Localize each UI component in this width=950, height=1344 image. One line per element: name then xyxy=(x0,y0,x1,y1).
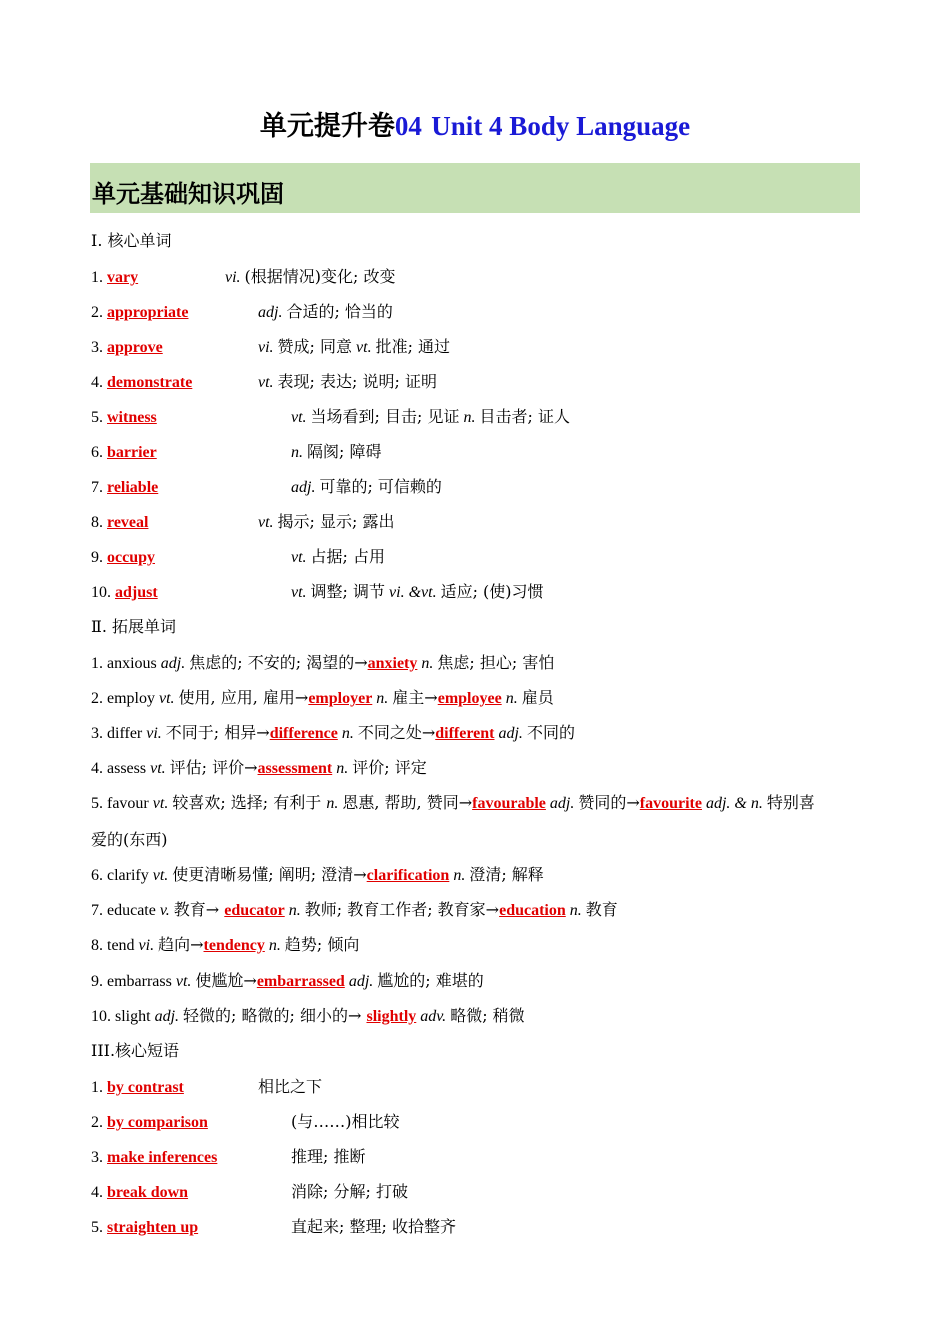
answer-word: vary xyxy=(107,269,139,286)
definition-text: 目击者; 证人 xyxy=(479,407,570,426)
answer-word: favourable xyxy=(472,795,546,812)
core-phrase-item xyxy=(91,1077,184,1098)
part-of-speech: adj. xyxy=(545,795,579,812)
answer-word: employer xyxy=(308,690,373,707)
definition-text: 不同于; 相异→ xyxy=(165,723,270,742)
part-of-speech: vi. xyxy=(258,339,278,356)
base-word: 8. tend xyxy=(91,937,139,954)
part-of-speech: n. xyxy=(417,655,438,672)
answer-phrase: by contrast xyxy=(107,1079,184,1096)
item-number: 7. xyxy=(91,479,107,496)
definition-text: 趋势; 倾向 xyxy=(284,935,360,954)
answer-word: demonstrate xyxy=(107,374,193,391)
word-definition xyxy=(258,512,395,533)
definition-text: 教师; 教育工作者; 教育家→ xyxy=(304,900,500,919)
base-word: 5. favour xyxy=(91,795,153,812)
core-phrase-item xyxy=(91,1217,198,1238)
part-of-speech: n. xyxy=(337,725,358,742)
part-of-speech: vt. xyxy=(150,760,170,777)
definition-text: 趋向→ xyxy=(158,935,204,954)
part-of-speech: adv. xyxy=(416,1008,451,1025)
extended-word-item xyxy=(91,1006,525,1027)
answer-word: favourite xyxy=(639,795,702,812)
answer-phrase: by comparison xyxy=(107,1114,208,1131)
part-of-speech: vi. xyxy=(225,269,245,286)
part-of-speech: adj. xyxy=(291,479,320,496)
answer-word: occupy xyxy=(107,549,155,566)
core-phrase-item xyxy=(91,1182,188,1203)
answer-word: clarification xyxy=(366,867,450,884)
item-number: 2. xyxy=(91,1114,107,1131)
definition-text: 焦虑; 担心; 害怕 xyxy=(437,653,555,672)
item-number: 4. xyxy=(91,1184,107,1201)
definition-text: 合适的; 恰当的 xyxy=(286,302,393,321)
definition-text: 适应; (使)习惯 xyxy=(440,582,544,601)
part-of-speech: adj. & n. xyxy=(701,795,767,812)
title-en: Unit 4 Body Language xyxy=(431,111,691,141)
answer-word: appropriate xyxy=(107,304,189,321)
item-number: 2. xyxy=(91,304,107,321)
item-number: 6. xyxy=(91,444,107,461)
definition-text: 使尴尬→ xyxy=(195,971,257,990)
part-of-speech: vt. xyxy=(291,549,311,566)
item-number: 8. xyxy=(91,514,107,531)
definition-text: 尴尬的; 难堪的 xyxy=(377,971,484,990)
word-definition xyxy=(291,477,442,498)
answer-word: reveal xyxy=(107,514,149,531)
banner-label: 单元基础知识巩固 xyxy=(92,179,284,208)
part-of-speech: n. xyxy=(372,690,393,707)
definition-text: 澄清; 解释 xyxy=(469,865,544,884)
word-definition xyxy=(291,442,381,463)
answer-word: embarrassed xyxy=(256,973,345,990)
extended-word-item xyxy=(91,688,554,709)
phrase-definition: (与……)相比较 xyxy=(291,1112,400,1131)
definition-text: 雇主→ xyxy=(392,688,438,707)
base-word: 7. educate xyxy=(91,902,160,919)
answer-word: tendency xyxy=(203,937,265,954)
answer-word: education xyxy=(499,902,566,919)
definition-text: 评价; 评定 xyxy=(352,758,427,777)
part-of-speech: v. xyxy=(159,902,174,919)
word-definition xyxy=(291,582,544,603)
definition-text: 教育 xyxy=(585,900,618,919)
phrase-definition: 推理; 推断 xyxy=(291,1147,366,1166)
part-of-speech: vt. xyxy=(291,584,311,601)
definition-text: 较喜欢; 选择; 有利于 xyxy=(172,793,327,812)
answer-phrase: straighten up xyxy=(107,1219,199,1236)
phrase-definition: 消除; 分解; 打破 xyxy=(291,1182,408,1201)
definition-text: 轻微的; 略微的; 细小的→ xyxy=(183,1006,367,1025)
extended-word-item xyxy=(91,653,554,674)
answer-word: barrier xyxy=(107,444,157,461)
definition-text: 调整; 调节 xyxy=(310,582,386,601)
core-word-item xyxy=(91,267,138,288)
word-definition xyxy=(258,337,450,358)
answer-word: difference xyxy=(269,725,338,742)
item-number: 9. xyxy=(91,549,107,566)
section1-heading: I. 核心单词 xyxy=(91,231,172,250)
core-word-item xyxy=(91,582,158,603)
base-word: 1. anxious xyxy=(91,655,161,672)
extended-word-item xyxy=(91,793,815,814)
answer-word: approve xyxy=(107,339,163,356)
part-of-speech: vt. xyxy=(152,867,173,884)
extended-word-item xyxy=(91,723,575,744)
phrase-definition: 直起来; 整理; 收拾整齐 xyxy=(291,1217,456,1236)
part-of-speech: adj. xyxy=(494,725,527,742)
definition-text: 赞成; 同意 xyxy=(277,337,353,356)
core-phrase-item xyxy=(91,1112,208,1133)
part-of-speech: adj. xyxy=(154,1008,184,1025)
item-number: 4. xyxy=(91,374,107,391)
answer-word: reliable xyxy=(107,479,159,496)
part-of-speech: vt. xyxy=(352,339,376,356)
part-of-speech: vt. xyxy=(291,409,311,426)
item-number: 3. xyxy=(91,339,107,356)
title-cn: 单元提升卷 xyxy=(259,111,395,142)
core-word-item xyxy=(91,442,157,463)
part-of-speech: vt. xyxy=(175,973,196,990)
item-number: 10. xyxy=(91,584,115,601)
base-word: 2. employ xyxy=(91,690,159,707)
section-banner xyxy=(90,163,860,213)
word-definition xyxy=(258,372,437,393)
core-word-item xyxy=(91,302,188,323)
extended-word-item xyxy=(91,971,484,992)
answer-phrase: make inferences xyxy=(107,1149,218,1166)
definition-text: 评估; 评价→ xyxy=(169,758,258,777)
definition-text: 不同之处→ xyxy=(357,723,436,742)
base-word: 10. slight xyxy=(91,1008,155,1025)
word-definition xyxy=(291,547,385,568)
answer-word: adjust xyxy=(115,584,158,601)
item-number: 5. xyxy=(91,409,107,426)
base-word: 3. differ xyxy=(91,725,147,742)
core-word-item xyxy=(91,407,157,428)
part-of-speech: vi. &vt. xyxy=(385,584,441,601)
part-of-speech: adj. xyxy=(160,655,190,672)
part-of-speech: n. xyxy=(326,795,343,812)
part-of-speech: adj. xyxy=(258,304,287,321)
part-of-speech: n. xyxy=(264,937,285,954)
part-of-speech: n. xyxy=(565,902,586,919)
definition-text: 隔阂; 障碍 xyxy=(307,442,382,461)
answer-word: slightly xyxy=(366,1008,417,1025)
core-word-item xyxy=(91,372,192,393)
part-of-speech: n. xyxy=(459,409,480,426)
part-of-speech: n. xyxy=(449,867,470,884)
section3-heading: III.核心短语 xyxy=(91,1041,180,1060)
definition-text: 不同的 xyxy=(526,723,575,742)
part-of-speech: n. xyxy=(284,902,305,919)
item-number: 1. xyxy=(91,269,107,286)
phrase-definition: 相比之下 xyxy=(258,1077,323,1096)
base-word: 9. embarrass xyxy=(91,973,176,990)
definition-text: 揭示; 显示; 露出 xyxy=(277,512,395,531)
answer-word: witness xyxy=(107,409,157,426)
part-of-speech: n. xyxy=(332,760,353,777)
answer-word: anxiety xyxy=(367,655,418,672)
answer-word: different xyxy=(435,725,495,742)
part-of-speech: adj. xyxy=(344,973,378,990)
definition-text: 赞同的→ xyxy=(578,793,640,812)
part-of-speech: vt. xyxy=(159,690,179,707)
base-word: 4. assess xyxy=(91,760,151,777)
part-of-speech: n. xyxy=(501,690,522,707)
definition-text: 可靠的; 可信赖的 xyxy=(319,477,442,496)
core-word-item xyxy=(91,477,158,498)
section2-heading: Ⅱ. 拓展单词 xyxy=(91,617,177,636)
word-definition xyxy=(258,302,393,323)
core-phrase-item xyxy=(91,1147,217,1168)
core-word-item xyxy=(91,547,155,568)
core-word-item xyxy=(91,512,148,533)
definition-text: 批准; 通过 xyxy=(375,337,451,356)
part-of-speech: vt. xyxy=(258,374,278,391)
definition-text: 使更清晰易懂; 阐明; 澄清→ xyxy=(172,865,367,884)
word-definition xyxy=(291,407,570,428)
answer-word: educator xyxy=(224,902,285,919)
answer-word: assessment xyxy=(257,760,333,777)
part-of-speech: n. xyxy=(291,444,307,461)
extended-word-item xyxy=(91,935,359,956)
extended-word-item xyxy=(91,758,427,779)
definition-text: 焦虑的; 不安的; 渴望的→ xyxy=(189,653,368,672)
base-word: 6. clarify xyxy=(91,867,153,884)
extended-word-item xyxy=(91,900,618,921)
definition-continuation: 爱的(东西) xyxy=(91,830,168,849)
definition-text: 略微; 稍微 xyxy=(450,1006,525,1025)
title-num: 04 xyxy=(394,111,422,141)
item-number: 5. xyxy=(91,1219,107,1236)
word-definition xyxy=(225,267,396,288)
answer-phrase: break down xyxy=(107,1184,189,1201)
page-title xyxy=(0,104,950,143)
definition-text: 占据; 占用 xyxy=(310,547,386,566)
item-number: 3. xyxy=(91,1149,107,1166)
definition-text: 特别喜 xyxy=(766,793,815,812)
part-of-speech: vi. xyxy=(138,937,159,954)
definition-text: 当场看到; 目击; 见证 xyxy=(310,407,460,426)
answer-word: employee xyxy=(437,690,502,707)
definition-text: (根据情况)变化; 改变 xyxy=(244,267,396,286)
part-of-speech: vt. xyxy=(258,514,278,531)
core-word-item xyxy=(91,337,163,358)
definition-text: 使用, 应用, 雇用→ xyxy=(178,688,309,707)
definition-text: 教育→ xyxy=(173,900,225,919)
definition-text: 恩惠, 帮助, 赞同→ xyxy=(342,793,473,812)
part-of-speech: vi. xyxy=(146,725,166,742)
part-of-speech: vt. xyxy=(152,795,173,812)
item-number: 1. xyxy=(91,1079,107,1096)
definition-text: 雇员 xyxy=(521,688,554,707)
definition-text: 表现; 表达; 说明; 证明 xyxy=(277,372,437,391)
extended-word-item xyxy=(91,865,544,886)
